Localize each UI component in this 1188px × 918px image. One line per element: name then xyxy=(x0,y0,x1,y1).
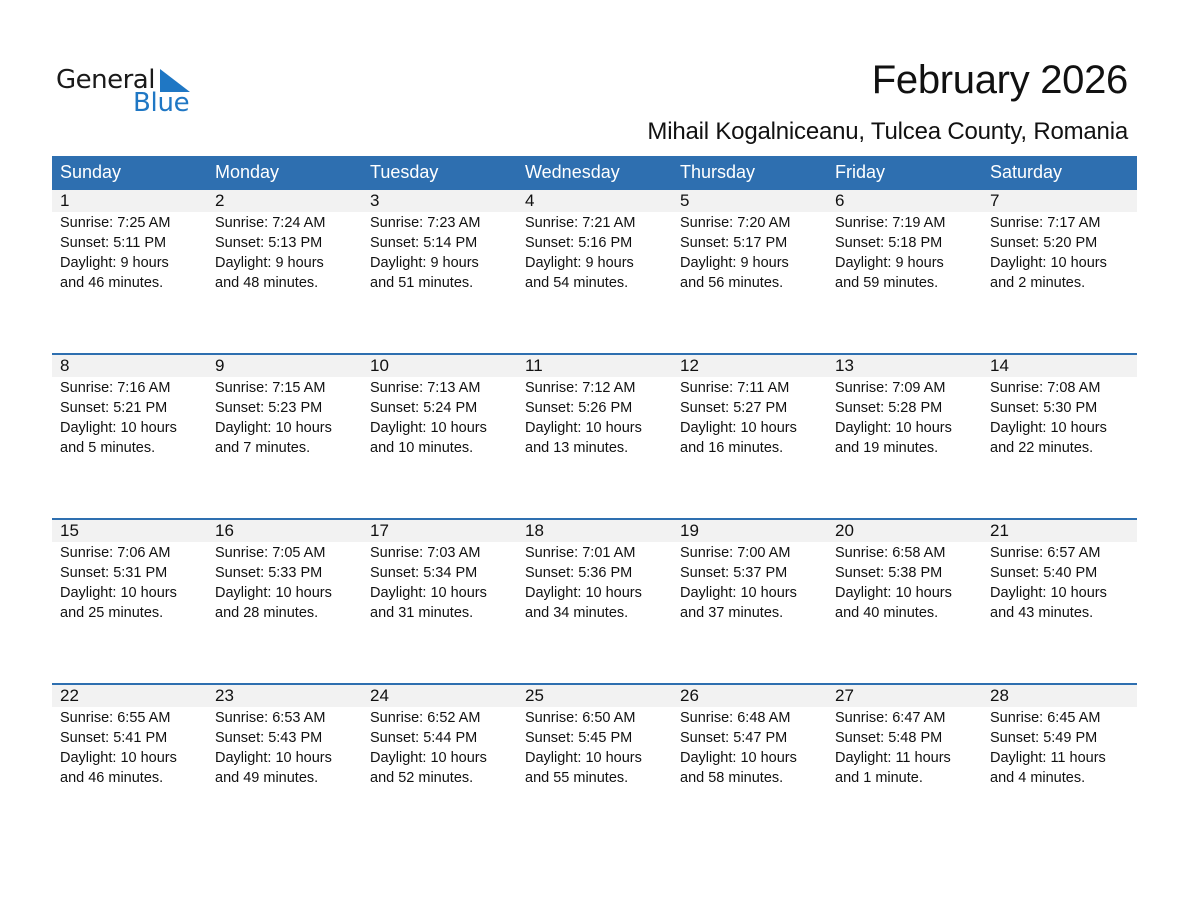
day-number-row xyxy=(52,355,1137,377)
sunrise-time: Sunrise: 7:17 AM xyxy=(990,215,1101,231)
sunrise-time: Sunrise: 7:16 AM xyxy=(60,380,171,396)
day-number: 25 xyxy=(525,686,544,705)
weekday-header xyxy=(52,156,1137,188)
sunset-time: Sunset: 5:47 PM xyxy=(680,730,788,746)
day-number: 4 xyxy=(525,191,535,210)
sunrise-time: Sunrise: 7:13 AM xyxy=(370,380,481,396)
daylight-hours: Daylight: 9 hours xyxy=(215,255,324,271)
daylight-hours: Daylight: 10 hours xyxy=(680,420,797,436)
day-cell xyxy=(207,377,362,458)
sunset-time: Sunset: 5:24 PM xyxy=(370,400,478,416)
weekday-sunday: Sunday xyxy=(60,162,122,182)
daylight-hours: Daylight: 10 hours xyxy=(680,750,797,766)
sunrise-time: Sunrise: 7:20 AM xyxy=(680,215,791,231)
sunrise-time: Sunrise: 7:24 AM xyxy=(215,215,326,231)
day-cell xyxy=(672,707,827,788)
daylight-minutes: and 55 minutes. xyxy=(525,770,629,786)
sunset-time: Sunset: 5:16 PM xyxy=(525,235,633,251)
sunrise-time: Sunrise: 6:52 AM xyxy=(370,710,481,726)
day-number-row xyxy=(52,685,1137,707)
sunset-time: Sunset: 5:18 PM xyxy=(835,235,943,251)
daylight-hours: Daylight: 10 hours xyxy=(680,585,797,601)
week-row xyxy=(52,518,1137,685)
sunrise-time: Sunrise: 7:19 AM xyxy=(835,215,946,231)
daylight-minutes: and 46 minutes. xyxy=(60,275,164,291)
day-details-row xyxy=(52,212,1137,293)
sunset-time: Sunset: 5:49 PM xyxy=(990,730,1098,746)
sunset-time: Sunset: 5:38 PM xyxy=(835,565,943,581)
page-title: February 2026 xyxy=(871,58,1128,102)
day-number: 16 xyxy=(215,521,234,540)
sunset-time: Sunset: 5:30 PM xyxy=(990,400,1098,416)
daylight-minutes: and 48 minutes. xyxy=(215,275,319,291)
sunset-time: Sunset: 5:28 PM xyxy=(835,400,943,416)
daylight-minutes: and 4 minutes. xyxy=(990,770,1086,786)
day-cell xyxy=(52,212,207,293)
sunrise-time: Sunrise: 6:58 AM xyxy=(835,545,946,561)
daylight-hours: Daylight: 9 hours xyxy=(835,255,944,271)
day-number: 6 xyxy=(835,191,845,210)
daylight-hours: Daylight: 10 hours xyxy=(525,420,642,436)
sunrise-time: Sunrise: 7:25 AM xyxy=(60,215,171,231)
day-cell xyxy=(672,377,827,458)
day-cell xyxy=(982,707,1137,788)
day-details-row xyxy=(52,377,1137,458)
daylight-minutes: and 51 minutes. xyxy=(370,275,474,291)
sunrise-time: Sunrise: 7:15 AM xyxy=(215,380,326,396)
week-row xyxy=(52,683,1137,850)
day-number: 1 xyxy=(60,191,70,210)
day-cell xyxy=(362,542,517,623)
day-number: 24 xyxy=(370,686,389,705)
day-number: 14 xyxy=(990,356,1009,375)
sunrise-time: Sunrise: 6:48 AM xyxy=(680,710,791,726)
daylight-minutes: and 31 minutes. xyxy=(370,605,474,621)
day-cell xyxy=(362,707,517,788)
sunrise-time: Sunrise: 7:21 AM xyxy=(525,215,636,231)
daylight-hours: Daylight: 10 hours xyxy=(60,585,177,601)
daylight-minutes: and 25 minutes. xyxy=(60,605,164,621)
daylight-hours: Daylight: 10 hours xyxy=(60,420,177,436)
day-cell xyxy=(827,212,982,293)
day-cell xyxy=(517,542,672,623)
daylight-minutes: and 1 minute. xyxy=(835,770,923,786)
day-number: 7 xyxy=(990,191,1000,210)
weekday-saturday: Saturday xyxy=(990,162,1063,182)
daylight-hours: Daylight: 10 hours xyxy=(525,585,642,601)
daylight-hours: Daylight: 10 hours xyxy=(835,420,952,436)
day-number: 26 xyxy=(680,686,699,705)
daylight-hours: Daylight: 10 hours xyxy=(525,750,642,766)
day-cell xyxy=(517,707,672,788)
daylight-hours: Daylight: 10 hours xyxy=(990,255,1107,271)
day-cell xyxy=(517,377,672,458)
sunset-time: Sunset: 5:43 PM xyxy=(215,730,323,746)
day-cell xyxy=(827,542,982,623)
day-cell xyxy=(207,542,362,623)
sunrise-time: Sunrise: 7:03 AM xyxy=(370,545,481,561)
daylight-minutes: and 40 minutes. xyxy=(835,605,939,621)
sunset-time: Sunset: 5:36 PM xyxy=(525,565,633,581)
daylight-hours: Daylight: 10 hours xyxy=(990,420,1107,436)
day-details-row xyxy=(52,707,1137,788)
daylight-hours: Daylight: 10 hours xyxy=(215,750,332,766)
sunset-time: Sunset: 5:26 PM xyxy=(525,400,633,416)
daylight-minutes: and 37 minutes. xyxy=(680,605,784,621)
sunset-time: Sunset: 5:11 PM xyxy=(60,235,167,251)
sunset-time: Sunset: 5:20 PM xyxy=(990,235,1098,251)
day-cell xyxy=(52,542,207,623)
sunset-time: Sunset: 5:31 PM xyxy=(60,565,168,581)
location-subtitle: Mihail Kogalniceanu, Tulcea County, Romania xyxy=(647,118,1128,145)
day-cell xyxy=(52,377,207,458)
day-number: 3 xyxy=(370,191,380,210)
day-number: 23 xyxy=(215,686,234,705)
sunrise-time: Sunrise: 7:05 AM xyxy=(215,545,326,561)
sunrise-time: Sunrise: 7:06 AM xyxy=(60,545,171,561)
daylight-hours: Daylight: 10 hours xyxy=(990,585,1107,601)
sunrise-time: Sunrise: 7:09 AM xyxy=(835,380,946,396)
daylight-hours: Daylight: 10 hours xyxy=(370,750,487,766)
day-number: 9 xyxy=(215,356,225,375)
weekday-tuesday: Tuesday xyxy=(370,162,439,182)
day-cell xyxy=(827,707,982,788)
day-details-row xyxy=(52,542,1137,623)
day-cell xyxy=(982,542,1137,623)
daylight-minutes: and 13 minutes. xyxy=(525,440,629,456)
day-cell xyxy=(672,212,827,293)
daylight-hours: Daylight: 9 hours xyxy=(60,255,169,271)
daylight-hours: Daylight: 10 hours xyxy=(370,585,487,601)
sunset-time: Sunset: 5:23 PM xyxy=(215,400,323,416)
sunset-time: Sunset: 5:14 PM xyxy=(370,235,478,251)
sunrise-time: Sunrise: 6:57 AM xyxy=(990,545,1101,561)
day-number-row xyxy=(52,190,1137,212)
logo-word-blue: Blue xyxy=(133,88,190,118)
sunset-time: Sunset: 5:34 PM xyxy=(370,565,478,581)
daylight-hours: Daylight: 11 hours xyxy=(990,750,1106,766)
sunset-time: Sunset: 5:37 PM xyxy=(680,565,788,581)
sunset-time: Sunset: 5:33 PM xyxy=(215,565,323,581)
day-number: 12 xyxy=(680,356,699,375)
daylight-minutes: and 34 minutes. xyxy=(525,605,629,621)
day-cell xyxy=(362,377,517,458)
day-number: 11 xyxy=(525,356,543,375)
daylight-minutes: and 59 minutes. xyxy=(835,275,939,291)
daylight-minutes: and 52 minutes. xyxy=(370,770,474,786)
day-cell xyxy=(982,212,1137,293)
sunset-time: Sunset: 5:27 PM xyxy=(680,400,788,416)
day-cell xyxy=(982,377,1137,458)
daylight-hours: Daylight: 9 hours xyxy=(525,255,634,271)
day-cell xyxy=(207,707,362,788)
sunrise-time: Sunrise: 7:12 AM xyxy=(525,380,636,396)
week-row xyxy=(52,353,1137,520)
day-cell xyxy=(362,212,517,293)
daylight-minutes: and 54 minutes. xyxy=(525,275,629,291)
daylight-hours: Daylight: 11 hours xyxy=(835,750,951,766)
logo-word-general: General xyxy=(56,65,155,95)
day-cell xyxy=(207,212,362,293)
sunrise-time: Sunrise: 6:50 AM xyxy=(525,710,636,726)
sunset-time: Sunset: 5:17 PM xyxy=(680,235,788,251)
sunset-time: Sunset: 5:21 PM xyxy=(60,400,168,416)
week-row xyxy=(52,188,1137,355)
daylight-hours: Daylight: 10 hours xyxy=(215,420,332,436)
daylight-minutes: and 22 minutes. xyxy=(990,440,1094,456)
day-number: 18 xyxy=(525,521,544,540)
weekday-friday: Friday xyxy=(835,162,886,182)
day-number: 13 xyxy=(835,356,854,375)
daylight-minutes: and 49 minutes. xyxy=(215,770,319,786)
sunrise-time: Sunrise: 7:23 AM xyxy=(370,215,481,231)
day-number: 28 xyxy=(990,686,1009,705)
sunrise-time: Sunrise: 6:47 AM xyxy=(835,710,946,726)
sunset-time: Sunset: 5:41 PM xyxy=(60,730,168,746)
day-number: 10 xyxy=(370,356,389,375)
day-number: 15 xyxy=(60,521,79,540)
sunrise-time: Sunrise: 6:53 AM xyxy=(215,710,326,726)
daylight-hours: Daylight: 10 hours xyxy=(370,420,487,436)
day-number: 20 xyxy=(835,521,854,540)
daylight-minutes: and 43 minutes. xyxy=(990,605,1094,621)
daylight-minutes: and 19 minutes. xyxy=(835,440,939,456)
daylight-hours: Daylight: 9 hours xyxy=(370,255,479,271)
sunset-time: Sunset: 5:45 PM xyxy=(525,730,633,746)
day-cell xyxy=(517,212,672,293)
daylight-minutes: and 2 minutes. xyxy=(990,275,1086,291)
day-number: 19 xyxy=(680,521,699,540)
sunrise-time: Sunrise: 7:08 AM xyxy=(990,380,1101,396)
day-number: 22 xyxy=(60,686,79,705)
daylight-minutes: and 7 minutes. xyxy=(215,440,311,456)
daylight-minutes: and 56 minutes. xyxy=(680,275,784,291)
weekday-wednesday: Wednesday xyxy=(525,162,620,182)
day-number: 8 xyxy=(60,356,70,375)
sunrise-time: Sunrise: 7:00 AM xyxy=(680,545,791,561)
daylight-hours: Daylight: 10 hours xyxy=(215,585,332,601)
daylight-minutes: and 10 minutes. xyxy=(370,440,474,456)
sunset-time: Sunset: 5:40 PM xyxy=(990,565,1098,581)
daylight-minutes: and 16 minutes. xyxy=(680,440,784,456)
daylight-hours: Daylight: 9 hours xyxy=(680,255,789,271)
weekday-monday: Monday xyxy=(215,162,280,182)
sunrise-time: Sunrise: 6:55 AM xyxy=(60,710,171,726)
calendar-grid xyxy=(52,156,1137,786)
day-cell xyxy=(827,377,982,458)
sunrise-time: Sunrise: 7:11 AM xyxy=(680,380,790,396)
daylight-hours: Daylight: 10 hours xyxy=(60,750,177,766)
daylight-hours: Daylight: 10 hours xyxy=(835,585,952,601)
sunset-time: Sunset: 5:13 PM xyxy=(215,235,323,251)
weekday-thursday: Thursday xyxy=(680,162,756,182)
day-cell xyxy=(52,707,207,788)
day-number: 17 xyxy=(370,521,389,540)
daylight-minutes: and 58 minutes. xyxy=(680,770,784,786)
sunrise-time: Sunrise: 7:01 AM xyxy=(525,545,636,561)
day-number: 27 xyxy=(835,686,854,705)
daylight-minutes: and 46 minutes. xyxy=(60,770,164,786)
day-cell xyxy=(672,542,827,623)
daylight-minutes: and 28 minutes. xyxy=(215,605,319,621)
sunset-time: Sunset: 5:48 PM xyxy=(835,730,943,746)
daylight-minutes: and 5 minutes. xyxy=(60,440,156,456)
day-number-row xyxy=(52,520,1137,542)
day-number: 2 xyxy=(215,191,225,210)
day-number: 5 xyxy=(680,191,690,210)
sunrise-time: Sunrise: 6:45 AM xyxy=(990,710,1101,726)
sunset-time: Sunset: 5:44 PM xyxy=(370,730,478,746)
day-number: 21 xyxy=(990,521,1009,540)
general-blue-logo xyxy=(56,64,196,120)
